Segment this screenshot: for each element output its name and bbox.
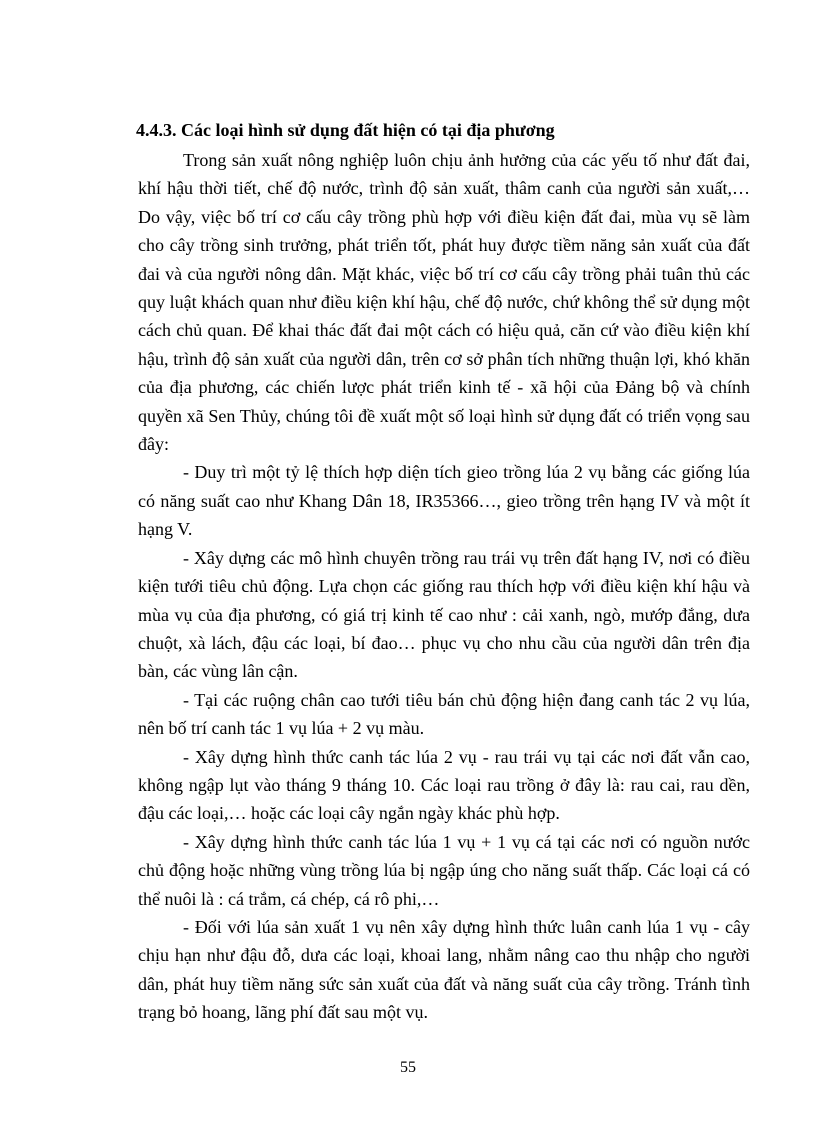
paragraph-crop-rotation: - Đối với lúa sản xuất 1 vụ nên xây dựng hình thức luân canh lúa 1 vụ - cây chịu hạn như đậu đỗ, dưa các loại, khoai lang, nhằm nâng cao thu nhập cho người dân, phát huy tiềm năng sức sản xuất của đất và năng suất của cây trồng. Tránh tình trạng bỏ hoang, lãng phí đất sau một vụ. (138, 916, 750, 1023)
paragraph-intro: Trong sản xuất nông nghiệp luôn chịu ảnh hưởng của các yếu tố như đất đai, khí hậu thời tiết, chế độ nước, trình độ sản xuất, thâm canh của người sản xuất,… Do vậy, việc bố trí cơ cấu cây trồng phù hợp với điều kiện đất đai, mùa vụ sẽ làm cho cây trồng sinh trưởng, phát triển tốt, phát huy được tiềm năng sản xuất của đất đai và của người nông dân. Mặt khác, việc bố trí cơ cấu cây trồng phải tuân thủ các quy luật khách quan như điều kiện khí hậu, chế độ nước, chứ không thể sử dụng một cách chủ quan. Để khai thác đất đai một cách có hiệu quả, căn cứ vào điều kiện khí hậu, trình độ sản xuất của người dân, trên cơ sở phân tích những thuận lợi, khó khăn của địa phương, các chiến lược phát triển kinh tế - xã hội của Đảng bộ và chính quyền xã Sen Thủy, chúng tôi đề xuất một số loại hình sử dụng đất có triển vọng sau đây: (138, 150, 750, 455)
paragraph-off-season-vegetables: - Xây dựng các mô hình chuyên trồng rau trái vụ trên đất hạng IV, nơi có điều kiện tưới tiêu chủ động. Lựa chọn các giống rau thích hợp với điều kiện khí hậu và mùa vụ của địa phương, có giá trị kinh tế cao như : cải xanh, ngò, mướp đắng, dưa chuột, xà lách, đậu các loại, bí đao… phục vụ cho nhu cầu của người dân trên địa bàn, các vùng lân cận. (138, 547, 750, 682)
paragraph-rice-two-crops: - Duy trì một tỷ lệ thích hợp diện tích gieo trồng lúa 2 vụ bằng các giống lúa có năng suất cao như Khang Dân 18, IR35366…, gieo trồng trên hạng IV và một ít hạng V. (138, 462, 750, 540)
section-heading: 4.4.3. Các loại hình sử dụng đất hiện có tại địa phương (136, 120, 555, 140)
paragraph-high-fields: - Tại các ruộng chân cao tưới tiêu bán chủ động hiện đang canh tác 2 vụ lúa, nên bố trí canh tác 1 vụ lúa + 2 vụ màu. (138, 689, 750, 739)
paragraph-rice-vegetables: - Xây dựng hình thức canh tác lúa 2 vụ - rau trái vụ tại các nơi đất vẫn cao, không ngập lụt vào tháng 9 tháng 10. Các loại rau trồng ở đây là: rau cai, rau dền, đậu các loại,… hoặc các loại cây ngắn ngày khác phù hợp. (138, 746, 750, 824)
paragraph-rice-fish: - Xây dựng hình thức canh tác lúa 1 vụ + 1 vụ cá tại các nơi có nguồn nước chủ động hoặc những vùng trồng lúa bị ngập úng cho năng suất thấp. Các loại cá có thể nuôi là : cá trắm, cá chép, cá rô phi,… (138, 831, 750, 909)
page-number: 55 (400, 1059, 416, 1076)
document-body (138, 118, 750, 1027)
